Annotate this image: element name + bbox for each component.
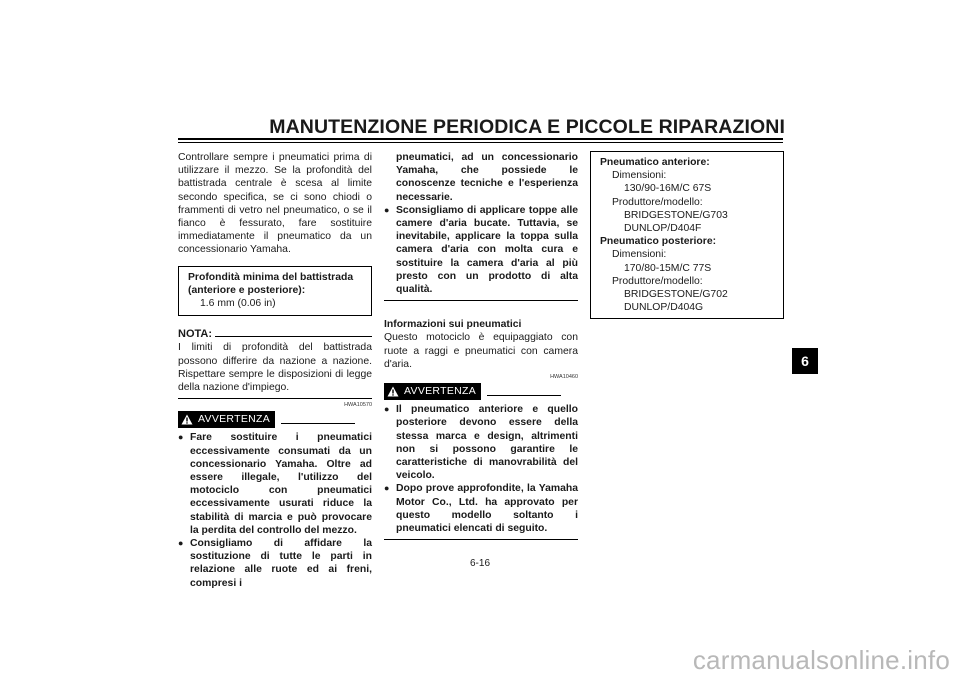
rear-maker: DUNLOP/D404G [624, 302, 704, 314]
chapter-tab: 6 [792, 348, 818, 374]
rear-maker: BRIDGESTONE/G702 [624, 289, 728, 301]
list-item: ● Il pneumatico anteriore e quello posteriore devono essere della stessa marca e design, altrimenti non si possono garantire le caratteristiche di manovrabilità del veicolo. [384, 403, 578, 482]
nota-end-rule [178, 398, 372, 399]
section-text: Questo motociclo è equipaggiato con ruote a raggi e pneumatici con camera d'aria. [384, 332, 578, 370]
warning-code: HWA10570 [344, 402, 372, 409]
warning-rule [487, 395, 561, 396]
front-tire-title: Pneumatico anteriore: [600, 157, 710, 168]
rear-dim-value: 170/80-15M/C 77S [624, 262, 712, 274]
warning-end-rule [384, 539, 578, 540]
front-maker: BRIDGESTONE/G703 [624, 209, 728, 221]
tire-spec-box [590, 151, 784, 319]
front-maker-label: Produttore/modello: [612, 196, 703, 208]
warning-label: AVVERTENZA [404, 385, 477, 398]
section-title: Informazioni sui pneumatici [384, 319, 522, 331]
warning-label: AVVERTENZA [198, 413, 271, 426]
title-rule-thin [178, 142, 783, 143]
tread-depth-title: Profondità minima del battistrada (anteriore e posteriore): [188, 271, 354, 296]
patch-list [384, 204, 578, 296]
list-item: ● Sconsigliamo di applicare toppe alle camere d'aria bucate. Tuttavia, se inevitabile, applicare la toppa sulla camera d'aria con molta cura e sostituire la camera d'aria al più presto con un prodotto di alta qualità. [384, 204, 578, 296]
page-number: 6-16 [470, 558, 491, 569]
rear-maker-label: Produttore/modello: [612, 275, 703, 287]
warning-list [384, 403, 578, 535]
warning-end-rule [384, 300, 578, 301]
continuation-text: pneumatici, ad un concessionario Yamaha, che possiede le conoscenze tecniche e l'esperienza necessarie. [396, 152, 578, 203]
tread-depth-box [178, 266, 372, 317]
nota-rule [215, 336, 372, 337]
nota-label: NOTA: [178, 328, 213, 341]
rear-dim-label: Dimensioni: [612, 249, 667, 261]
front-dim-value: 130/90-16M/C 67S [624, 183, 712, 195]
warning-header [384, 383, 578, 400]
intro-paragraph: Controllare sempre i pneumatici prima di utilizzare il mezzo. Se la profondità del battistrada centrale è scesa al limite secondo specifica, se ci sono chiodi o frammenti di vetro nel pneumatico, o se il fianco è fessurato, fare sostituire immediatamente il pneumatico da un concessionario Yamaha. [178, 152, 372, 256]
warning-rule [281, 423, 355, 424]
warning-badge [178, 411, 275, 428]
warning-header [178, 411, 372, 428]
front-maker: DUNLOP/D404F [624, 223, 702, 235]
warning-badge [384, 383, 481, 400]
rear-tire-title: Pneumatico posteriore: [600, 236, 717, 248]
list-item: ● Consigliamo di affidare la sostituzione di tutte le parti in relazione alle ruote ed ai freni, compresi i [178, 537, 372, 590]
title-rule [178, 138, 783, 140]
front-dim-label: Dimensioni: [612, 170, 667, 182]
column-left [178, 151, 372, 590]
list-item: ● Dopo prove approfondite, la Yamaha Motor Co., Ltd. ha approvato per questo modello soltanto i pneumatici elencati di seguito. [384, 482, 578, 535]
warning-code: HWA10460 [550, 374, 578, 381]
watermark: carmanualsonline.info [692, 645, 950, 675]
warning-triangle-icon [181, 414, 193, 425]
warning-list [178, 431, 372, 589]
warning-triangle-icon [387, 386, 399, 397]
nota-header [178, 328, 372, 341]
column-middle [384, 151, 578, 540]
page-title: MANUTENZIONE PERIODICA E PICCOLE RIPARAZIONI [269, 116, 785, 138]
nota-text: I limiti di profondità del battistrada possono differire da nazione a nazione. Rispettare sempre le disposizioni di legge della nazione d'impiego. [178, 342, 372, 394]
tread-depth-value: 1.6 mm (0.06 in) [200, 298, 276, 310]
list-item: ● Fare sostituire i pneumatici eccessivamente consumati da un concessionario Yamaha. Oltre ad essere illegale, l'utilizzo del motociclo con pneumatici eccessivamente usurati riduce la stabilità di marcia e può provocare la perdita del controllo del mezzo. [178, 431, 372, 537]
